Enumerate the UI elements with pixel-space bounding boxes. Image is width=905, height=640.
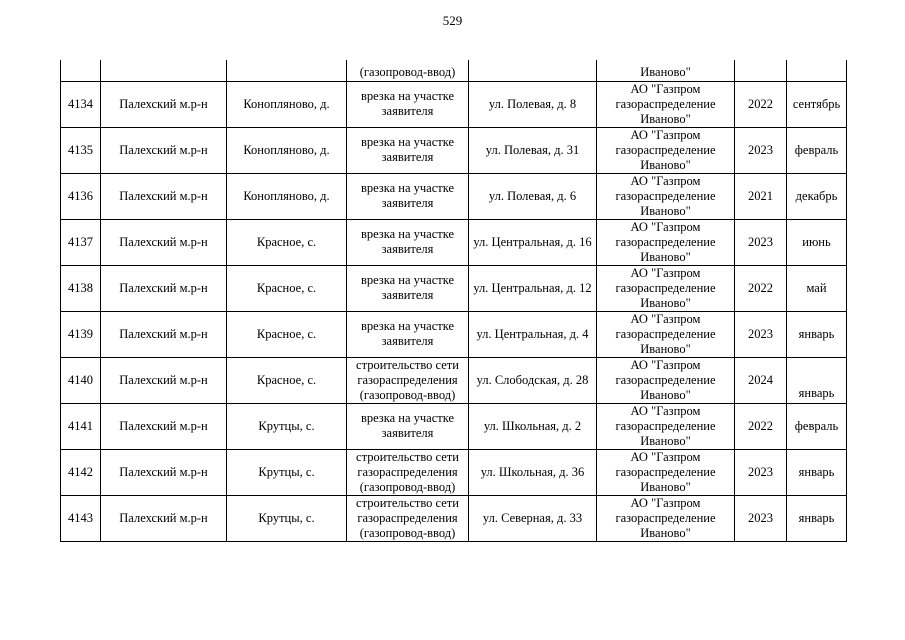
cell-district: Палехский м.р-н — [101, 449, 227, 495]
cell-num: 4135 — [61, 127, 101, 173]
table-row — [61, 127, 847, 173]
cell-work-type: врезка на участке заявителя — [347, 219, 469, 265]
cell-month: май — [787, 265, 847, 311]
cell-settlement: Крутцы, с. — [227, 495, 347, 541]
cell-district: Палехский м.р-н — [101, 403, 227, 449]
cell-num: 4138 — [61, 265, 101, 311]
cell-organization: АО "Газпром газораспределение Иваново" — [597, 311, 735, 357]
cell-month: сентябрь — [787, 81, 847, 127]
cell-settlement: Конопляново, д. — [227, 173, 347, 219]
cell-organization: АО "Газпром газораспределение Иваново" — [597, 127, 735, 173]
table-row — [61, 173, 847, 219]
cell-num: 4137 — [61, 219, 101, 265]
cell-settlement: Крутцы, с. — [227, 449, 347, 495]
cell-year: 2023 — [735, 127, 787, 173]
cell-year: 2022 — [735, 265, 787, 311]
cell-month: январь — [787, 311, 847, 357]
cell-year: 2021 — [735, 173, 787, 219]
cell-district: Палехский м.р-н — [101, 357, 227, 403]
cell-address: ул. Полевая, д. 6 — [469, 173, 597, 219]
cell-num: 4141 — [61, 403, 101, 449]
cell-work-type: строительство сети газораспределения (газопровод-ввод) — [347, 495, 469, 541]
cell-num: 4142 — [61, 449, 101, 495]
cell-work-type: строительство сети газораспределения (газопровод-ввод) — [347, 357, 469, 403]
table-row — [61, 403, 847, 449]
cell-address — [469, 60, 597, 81]
cell-num: 4139 — [61, 311, 101, 357]
cell-year: 2023 — [735, 449, 787, 495]
cell-organization: АО "Газпром газораспределение Иваново" — [597, 403, 735, 449]
cell-organization: Иваново" — [597, 60, 735, 81]
cell-settlement: Конопляново, д. — [227, 127, 347, 173]
table-row — [61, 357, 847, 403]
cell-num — [61, 60, 101, 81]
cell-organization: АО "Газпром газораспределение Иваново" — [597, 219, 735, 265]
cell-district: Палехский м.р-н — [101, 173, 227, 219]
cell-district: Палехский м.р-н — [101, 81, 227, 127]
cell-num: 4134 — [61, 81, 101, 127]
cell-district: Палехский м.р-н — [101, 495, 227, 541]
cell-district — [101, 60, 227, 81]
cell-address: ул. Слободская, д. 28 — [469, 357, 597, 403]
cell-address: ул. Школьная, д. 2 — [469, 403, 597, 449]
cell-work-type: врезка на участке заявителя — [347, 403, 469, 449]
cell-year: 2023 — [735, 219, 787, 265]
cell-address: ул. Центральная, д. 16 — [469, 219, 597, 265]
cell-month: январь — [787, 495, 847, 541]
page-number: 529 — [442, 13, 463, 28]
table-row — [61, 495, 847, 541]
cell-year: 2023 — [735, 495, 787, 541]
cell-organization: АО "Газпром газораспределение Иваново" — [597, 357, 735, 403]
cell-district: Палехский м.р-н — [101, 265, 227, 311]
cell-work-type: врезка на участке заявителя — [347, 81, 469, 127]
cell-address: ул. Школьная, д. 36 — [469, 449, 597, 495]
cell-address: ул. Полевая, д. 31 — [469, 127, 597, 173]
cell-month: февраль — [787, 127, 847, 173]
cell-year: 2022 — [735, 403, 787, 449]
cell-address: ул. Центральная, д. 12 — [469, 265, 597, 311]
cell-work-type: врезка на участке заявителя — [347, 173, 469, 219]
table-row — [61, 81, 847, 127]
continuation-row — [61, 60, 847, 81]
cell-address: ул. Полевая, д. 8 — [469, 81, 597, 127]
cell-year — [735, 60, 787, 81]
cell-num: 4136 — [61, 173, 101, 219]
cell-district: Палехский м.р-н — [101, 219, 227, 265]
cell-work-type: (газопровод-ввод) — [347, 60, 469, 81]
cell-settlement: Красное, с. — [227, 311, 347, 357]
cell-work-type: строительство сети газораспределения (газопровод-ввод) — [347, 449, 469, 495]
cell-organization: АО "Газпром газораспределение Иваново" — [597, 265, 735, 311]
cell-year: 2022 — [735, 81, 787, 127]
gasification-table — [60, 60, 847, 542]
cell-district: Палехский м.р-н — [101, 311, 227, 357]
cell-num: 4140 — [61, 357, 101, 403]
cell-work-type: врезка на участке заявителя — [347, 265, 469, 311]
cell-work-type: врезка на участке заявителя — [347, 311, 469, 357]
cell-address: ул. Северная, д. 33 — [469, 495, 597, 541]
cell-organization: АО "Газпром газораспределение Иваново" — [597, 495, 735, 541]
cell-year: 2023 — [735, 311, 787, 357]
cell-organization: АО "Газпром газораспределение Иваново" — [597, 81, 735, 127]
table-row — [61, 311, 847, 357]
cell-organization: АО "Газпром газораспределение Иваново" — [597, 449, 735, 495]
cell-address: ул. Центральная, д. 4 — [469, 311, 597, 357]
cell-num: 4143 — [61, 495, 101, 541]
cell-work-type: врезка на участке заявителя — [347, 127, 469, 173]
cell-district: Палехский м.р-н — [101, 127, 227, 173]
cell-month: январь — [787, 357, 847, 403]
cell-settlement: Крутцы, с. — [227, 403, 347, 449]
cell-settlement: Конопляново, д. — [227, 81, 347, 127]
cell-settlement: Красное, с. — [227, 219, 347, 265]
cell-settlement: Красное, с. — [227, 357, 347, 403]
cell-month: июнь — [787, 219, 847, 265]
cell-year: 2024 — [735, 357, 787, 403]
table-row — [61, 265, 847, 311]
cell-organization: АО "Газпром газораспределение Иваново" — [597, 173, 735, 219]
cell-settlement: Красное, с. — [227, 265, 347, 311]
cell-month: февраль — [787, 403, 847, 449]
cell-month: декабрь — [787, 173, 847, 219]
cell-settlement — [227, 60, 347, 81]
table-row — [61, 449, 847, 495]
table-row — [61, 219, 847, 265]
cell-month: январь — [787, 449, 847, 495]
cell-month — [787, 60, 847, 81]
